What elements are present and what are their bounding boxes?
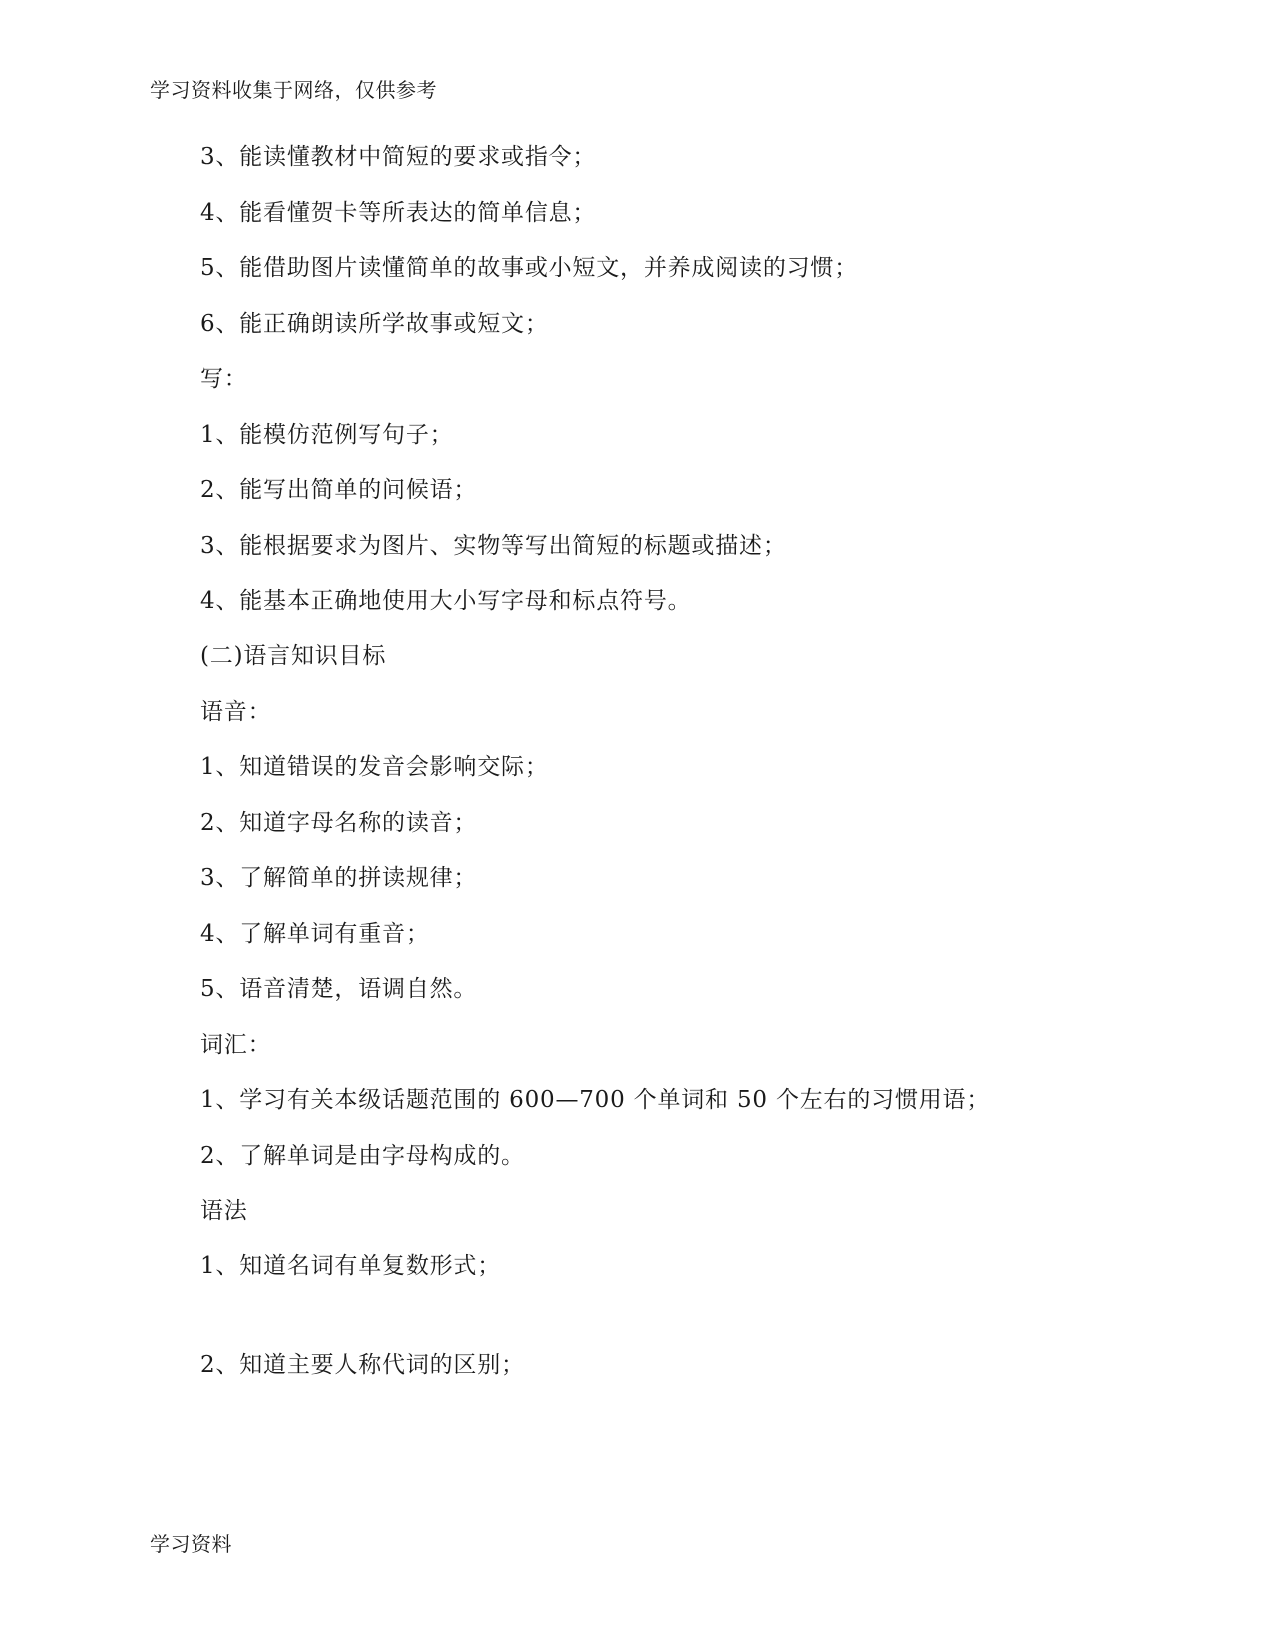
text-line: 2、知道主要人称代词的区别； <box>200 1352 525 1378</box>
text-line: 3、能根据要求为图片、实物等写出简短的标题或描述； <box>200 533 787 559</box>
text-line: 2、知道字母名称的读音； <box>200 810 478 836</box>
text-line: 4、能看懂贺卡等所表达的简单信息； <box>200 200 597 226</box>
text-line: 4、了解单词有重音； <box>200 921 430 947</box>
text-line: 1、知道名词有单复数形式； <box>200 1253 502 1279</box>
section-label: 词汇： <box>200 1032 272 1058</box>
text-line: 5、语音清楚，语调自然。 <box>200 976 478 1002</box>
text-line: 1、学习有关本级话题范围的 600—700 个单词和 50 个左右的习惯用语； <box>200 1087 991 1113</box>
section-label: 语法 <box>200 1198 248 1224</box>
text-line: 5、能借助图片读懂简单的故事或小短文，并养成阅读的习惯； <box>200 255 859 281</box>
text-line: 4、能基本正确地使用大小写字母和标点符号。 <box>200 588 692 614</box>
text-line: 1、知道错误的发音会影响交际； <box>200 754 549 780</box>
text-line: 6、能正确朗读所学故事或短文； <box>200 311 549 337</box>
text-line: 3、能读懂教材中简短的要求或指令； <box>200 144 597 170</box>
text-line: 1、能模仿范例写句子； <box>200 422 454 448</box>
section-label: 语音： <box>200 699 272 725</box>
section-heading: (二)语言知识目标 <box>200 643 387 669</box>
section-label: 写： <box>200 366 248 392</box>
page-footer: 学习资料 <box>150 1532 232 1556</box>
text-line: 2、能写出简单的问候语； <box>200 477 478 503</box>
text-line: 3、了解简单的拼读规律； <box>200 865 478 891</box>
text-line: 2、了解单词是由字母构成的。 <box>200 1143 525 1169</box>
page-header: 学习资料收集于网络，仅供参考 <box>150 78 437 102</box>
